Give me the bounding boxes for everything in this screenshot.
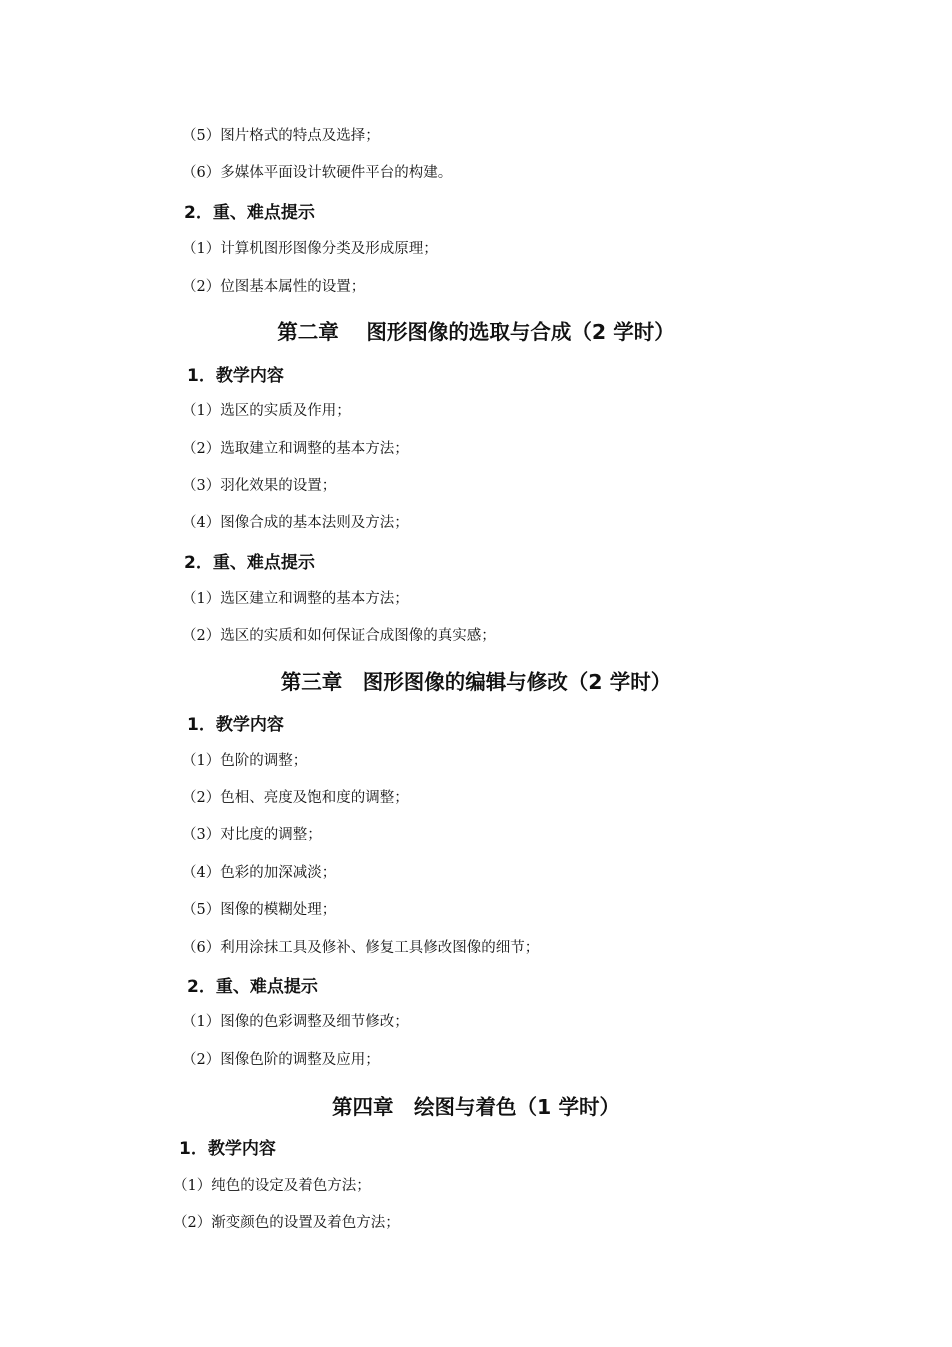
chapter-title: 第四章 绘图与着色（1 学时） xyxy=(332,1095,620,1119)
list-item: （2）选取建立和调整的基本方法； xyxy=(182,441,409,457)
list-item: （1）图像的色彩调整及细节修改； xyxy=(182,1014,409,1030)
list-item: （4）色彩的加深减淡； xyxy=(182,865,337,881)
list-item: （2）图像色阶的调整及应用； xyxy=(182,1052,380,1068)
list-item: （3）羽化效果的设置； xyxy=(182,478,337,494)
list-item: （3）对比度的调整； xyxy=(182,827,322,843)
list-item: （1）纯色的设定及着色方法； xyxy=(173,1178,371,1194)
chapter-title: 第二章 图形图像的选取与合成（2 学时） xyxy=(277,320,675,344)
section-heading: 1．教学内容 xyxy=(187,366,284,386)
list-item: （2）渐变颜色的设置及着色方法； xyxy=(173,1215,400,1231)
chapter-title: 第三章 图形图像的编辑与修改（2 学时） xyxy=(280,670,672,694)
section-heading: 2．重、难点提示 xyxy=(184,553,315,573)
list-item: （2）选区的实质和如何保证合成图像的真实感； xyxy=(182,628,496,644)
list-item: （1）计算机图形图像分类及形成原理； xyxy=(182,241,438,257)
list-item: （1）选区的实质及作用； xyxy=(182,403,351,419)
list-item: （6）多媒体平面设计软硬件平台的构建。 xyxy=(182,165,453,181)
list-item: （1）色阶的调整； xyxy=(182,753,308,769)
section-heading: 2．重、难点提示 xyxy=(184,203,315,223)
section-heading: 2．重、难点提示 xyxy=(187,977,318,997)
section-heading: 1．教学内容 xyxy=(179,1139,276,1159)
list-item: （2）色相、亮度及饱和度的调整； xyxy=(182,790,409,806)
list-item: （5）图片格式的特点及选择； xyxy=(182,128,380,144)
list-item: （1）选区建立和调整的基本方法； xyxy=(182,591,409,607)
list-item: （4）图像合成的基本法则及方法； xyxy=(182,515,409,531)
list-item: （5）图像的模糊处理； xyxy=(182,902,337,918)
list-item: （2）位图基本属性的设置； xyxy=(182,279,366,295)
list-item: （6）利用涂抹工具及修补、修复工具修改图像的细节； xyxy=(182,940,540,956)
section-heading: 1．教学内容 xyxy=(187,715,284,735)
